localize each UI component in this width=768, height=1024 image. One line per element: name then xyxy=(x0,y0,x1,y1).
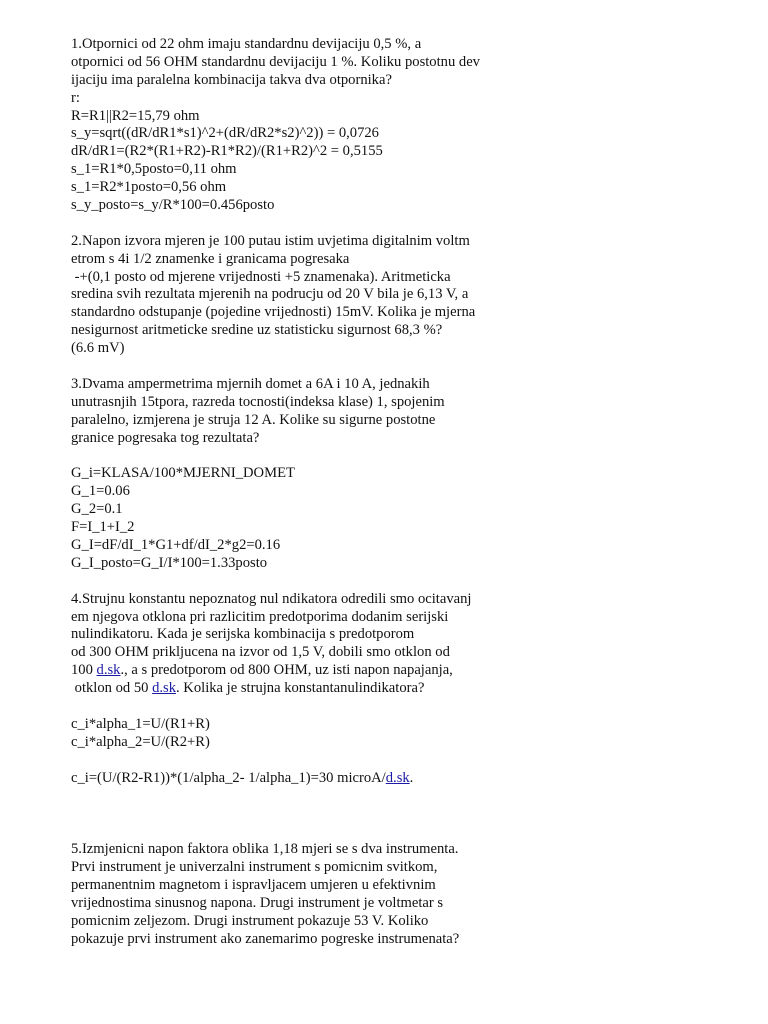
text-line: nulindikatoru. Kada je serijska kombinacija s predotporom xyxy=(71,626,415,643)
spacer xyxy=(71,358,721,376)
solution-line: c_i*alpha_2=U/(R2+R) xyxy=(71,733,210,750)
dsk-link[interactable]: d.sk xyxy=(152,680,176,697)
text-line: Prvi instrument je univerzalni instrument s pomicnim svitkom, xyxy=(71,858,438,875)
text-line: (6.6 mV) xyxy=(71,340,125,357)
spacer xyxy=(71,805,721,823)
solution-line: F=I_1+I_2 xyxy=(71,519,135,536)
document-content xyxy=(71,36,721,948)
text-line: etrom s 4i 1/2 znamenke i granicama pogresaka xyxy=(71,250,350,267)
text-segment: . Kolika je strujna konstantanulindikatora? xyxy=(176,680,425,697)
text-line: R=R1||R2=15,79 ohm xyxy=(71,107,200,124)
text-line: unutrasnjih 15tpora, razreda tocnosti(indeksa klase) 1, spojenim xyxy=(71,393,445,410)
text-line: -+(0,1 posto od mjerene vrijednosti +5 znamenaka). Aritmeticka xyxy=(71,268,451,285)
question-5 xyxy=(71,841,721,948)
spacer xyxy=(71,823,721,841)
question-1 xyxy=(71,36,721,215)
text-line: pokazuje prvi instrument ako zanemarimo pogreske instrumenata? xyxy=(71,930,460,947)
text-segment: . xyxy=(409,769,414,786)
text-line: vrijednostima sinusnog napona. Drugi instrument je voltmetar s xyxy=(71,894,444,911)
text-line: s_1=R2*1posto=0,56 ohm xyxy=(71,179,227,196)
text-line: otpornici od 56 OHM standardnu devijaciju 1 %. Koliku postotnu dev xyxy=(71,53,480,70)
text-line: 4.Strujnu konstantu nepoznatog nul ndikatora odredili smo ocitavanj xyxy=(71,590,472,607)
text-line: paralelno, izmjerena je struja 12 A. Kolike su sigurne postotne xyxy=(71,411,436,428)
spacer xyxy=(71,573,721,591)
text-segment: c_i=(U/(R2-R1))*(1/alpha_2- 1/alpha_1)=30 microA/ xyxy=(71,769,386,786)
solution-line xyxy=(71,770,721,788)
spacer xyxy=(71,752,721,770)
solution-line: G_I_posto=G_I/I*100=1.33posto xyxy=(71,554,268,571)
text-line: granice pogresaka tog rezultata? xyxy=(71,429,260,446)
text-line: pomicnim zeljezom. Drugi instrument pokazuje 53 V. Koliko xyxy=(71,912,429,929)
text-line xyxy=(71,662,721,680)
text-line: 3.Dvama ampermetrima mjernih domet a 6A i 10 A, jednakih xyxy=(71,375,430,392)
solution-line: G_I=dF/dI_1*G1+df/dI_2*g2=0.16 xyxy=(71,536,281,553)
solution-line: G_2=0.1 xyxy=(71,501,123,518)
text-line: s_1=R1*0,5posto=0,11 ohm xyxy=(71,161,237,178)
text-line: s_y_posto=s_y/R*100=0.456posto xyxy=(71,197,275,214)
spacer xyxy=(71,215,721,233)
text-line: sredina svih rezultata mjerenih na podrucju od 20 V bila je 6,13 V, a xyxy=(71,286,469,303)
text-segment: 100 xyxy=(71,662,97,679)
text-line: ijaciju ima paralelna kombinacija takva dva otpornika? xyxy=(71,71,392,88)
text-segment: otklon od 50 xyxy=(71,680,153,697)
text-line: standardno odstupanje (pojedine vrijednosti) 15mV. Kolika je mjerna xyxy=(71,304,476,321)
spacer xyxy=(71,698,721,716)
text-line: permanentnim magnetom i ispravljacem umjeren u efektivnim xyxy=(71,876,436,893)
question-3 xyxy=(71,376,721,573)
text-line: s_y=sqrt((dR/dR1*s1)^2+(dR/dR2*s2)^2)) = 0,0726 xyxy=(71,125,379,142)
text-line: nesigurnost aritmeticke sredine uz statisticku sigurnost 68,3 %? xyxy=(71,322,443,339)
text-line: dR/dR1=(R2*(R1+R2)-R1*R2)/(R1+R2)^2 = 0,5155 xyxy=(71,143,383,160)
text-line: r: xyxy=(71,89,80,106)
text-line: 1.Otpornici od 22 ohm imaju standardnu devijaciju 0,5 %, a xyxy=(71,36,422,52)
solution-line: G_1=0.06 xyxy=(71,483,130,500)
dsk-link[interactable]: d.sk xyxy=(385,769,410,786)
solution-line: G_i=KLASA/100*MJERNI_DOMET xyxy=(71,465,295,482)
text-line: 5.Izmjenicni napon faktora oblika 1,18 mjeri se s dva instrumenta. xyxy=(71,841,459,858)
dsk-link[interactable]: d.sk xyxy=(96,662,121,679)
text-line: od 300 OHM prikljucena na izvor od 1,5 V, dobili smo otklon od xyxy=(71,644,450,661)
question-2 xyxy=(71,233,721,358)
spacer xyxy=(71,447,721,465)
text-line xyxy=(71,680,721,698)
solution-line: c_i*alpha_1=U/(R1+R) xyxy=(71,715,210,732)
text-segment: ., a s predotporom od 800 OHM, uz isti napon napajanja, xyxy=(120,662,453,679)
text-line: 2.Napon izvora mjeren je 100 putau istim uvjetima digitalnim voltm xyxy=(71,232,470,249)
question-4 xyxy=(71,591,721,788)
spacer xyxy=(71,787,721,805)
text-line: em njegova otklona pri razlicitim predotporima dodanim serijski xyxy=(71,608,449,625)
